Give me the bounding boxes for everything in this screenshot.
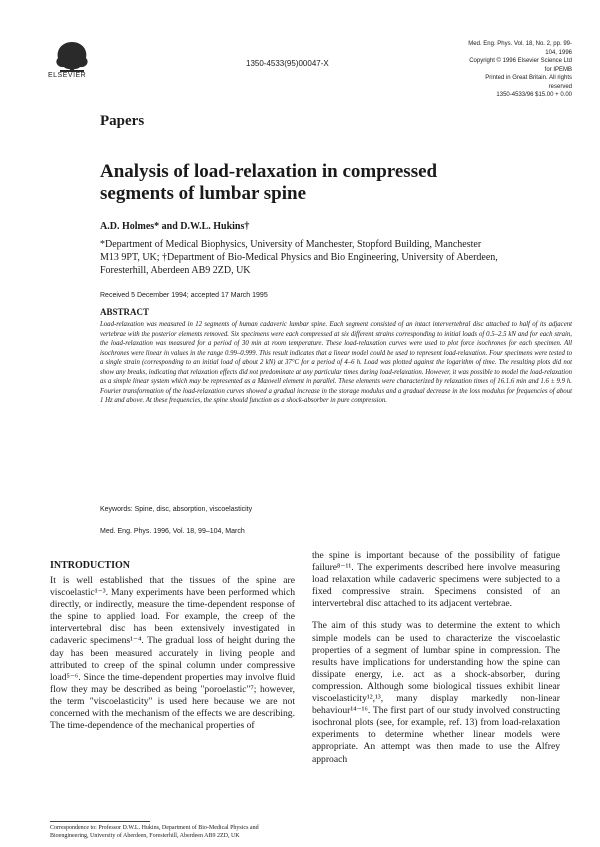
right-column: [312, 550, 560, 766]
journal-info: [462, 40, 572, 100]
introduction-heading: INTRODUCTION: [50, 560, 131, 571]
article-code: 1350-4533(95)00047-X: [246, 59, 329, 68]
authors: A.D. Holmes* and D.W.L. Hukins†: [100, 221, 250, 232]
paragraph: The aim of this study was to determine the extent to which simple models can be used to characterize the viscoelastic properties of a segment of lumbar spine in compression. The results have implications for understanding how the spine can dissipate energy, i.e. act as a shock-absorber, during compression. Although some biological tissues exhibit linear viscoelasticity¹²,¹³, many display markedly non-linear behaviour¹⁴⁻¹⁶. The first part of our study involved constructing isochronal plots (see, for example, ref. 13) from load-relaxation experiments to determine whether linear models were appropriate. An attempt was then made to use the Alfrey approach: [312, 620, 560, 765]
received-date: Received 5 December 1994; accepted 17 March 1995: [100, 292, 268, 299]
journal-line: Copyright © 1996 Elsevier Science Ltd for IPEMB: [469, 58, 572, 73]
footnote: Correspondence to: Professor D.W.L. Hukins, Department of Bio-Medical Physics and Bioengineering, University of Aberdeen, Foresterhill, Aberdeen AB9 2ZD, UK: [50, 825, 259, 839]
journal-line: Med. Eng. Phys. Vol. 18, No. 2, pp. 99-104, 1996: [468, 41, 572, 56]
affiliations: *Department of Medical Biophysics, University of Manchester, Stopford Building, Manchester M13 9PT, UK; †Department of Bio-Medical Physics and Bio Engineering, University of Aberdeen, Foresterhill, Aberdeen AB9 2ZD, UK: [100, 239, 498, 276]
section-label: Papers: [100, 113, 145, 129]
abstract-heading: ABSTRACT: [100, 307, 150, 317]
paragraph: the spine is important because of the possibility of fatigue failure⁸⁻¹¹. The experiments described here involve measuring load relaxation while cadaveric specimens were subjected to a fixed compressive strain. Specimens consisted of an intervertebral disc attached to its adjacent vertebrae.: [312, 550, 560, 610]
left-column: [50, 560, 295, 732]
paragraph: It is well established that the tissues of the spine are viscoelastic¹⁻³. Many experiments have been performed which directly, or indirectly, measure the time-dependent response of the spine to applied load. For example, the creep of the intervertebral disc has been extensively investigated in cadaveric specimens¹⁻⁴. The gradual loss of height during the day has been measured accurately in living people and attributed to creep of the spinal column under compressive load⁵⁻⁶. Since the time-dependent properties may involve fluid flow they may be described as being "poroelastic"⁷; however, the term "viscoelasticity" is used here because we are not concerned with the mechanism of the effects we are describing. The time-dependence of the mechanical properties of: [50, 575, 295, 732]
keywords: Keywords: Spine, disc, absorption, viscoelasticity: [100, 506, 253, 513]
abstract-text: Load-relaxation was measured in 12 segments of human cadaveric lumbar spine. Each segment consisted of an intact intervertebral disc attached to half of its adjacent vertebrae with the posterior elements removed. Six specimens were each compressed at six different strains corresponding to initial loads of 0.5–2.5 kN and for each strain, the load-relaxation was measured for a period of 30 min at room temperature. These load-relaxation curves were used to plot force isochrones for each specimen. All isochrones were linear in values in the range 0.99–0.999. This result indicates that a linear model could be used to represent load-relaxation. Four specimens were tested to a single strain (corresponding to an initial load of about 2 kN) at 37°C for a period of 4–6 h. Load was plotted against the logarithm of time. The resulting plots did not show any breaks, indicating that relaxation effects did not predominate at any particular times during load-relaxation. However, it was possible to model the load-relaxation as a simple linear system which may be represented as a Maxwell element in parallel. These elements were characterized by relaxation times of 16.1.6 min and 1.6 ± 9.9 h. Fourier transformation of the load-relaxation curves showed a gradual increase in the storage modulus and a gradual decrease in the loss modulus for frequencies of about 1 Hz and above. At these frequencies, the spine should function as a shock-absorber in pure compression.: [100, 321, 572, 404]
citation: Med. Eng. Phys. 1996, Vol. 18, 99–104, March: [100, 528, 245, 535]
footnote-divider: [50, 821, 150, 822]
journal-line: 1350-4533/96 $15.00 + 0.00: [496, 92, 572, 98]
journal-line: Printed in Great Britain. All rights reserved: [485, 75, 572, 90]
publisher-name: ELSEVIER: [48, 72, 87, 79]
paper-title: Analysis of load-relaxation in compressed segments of lumbar spine: [100, 161, 438, 204]
